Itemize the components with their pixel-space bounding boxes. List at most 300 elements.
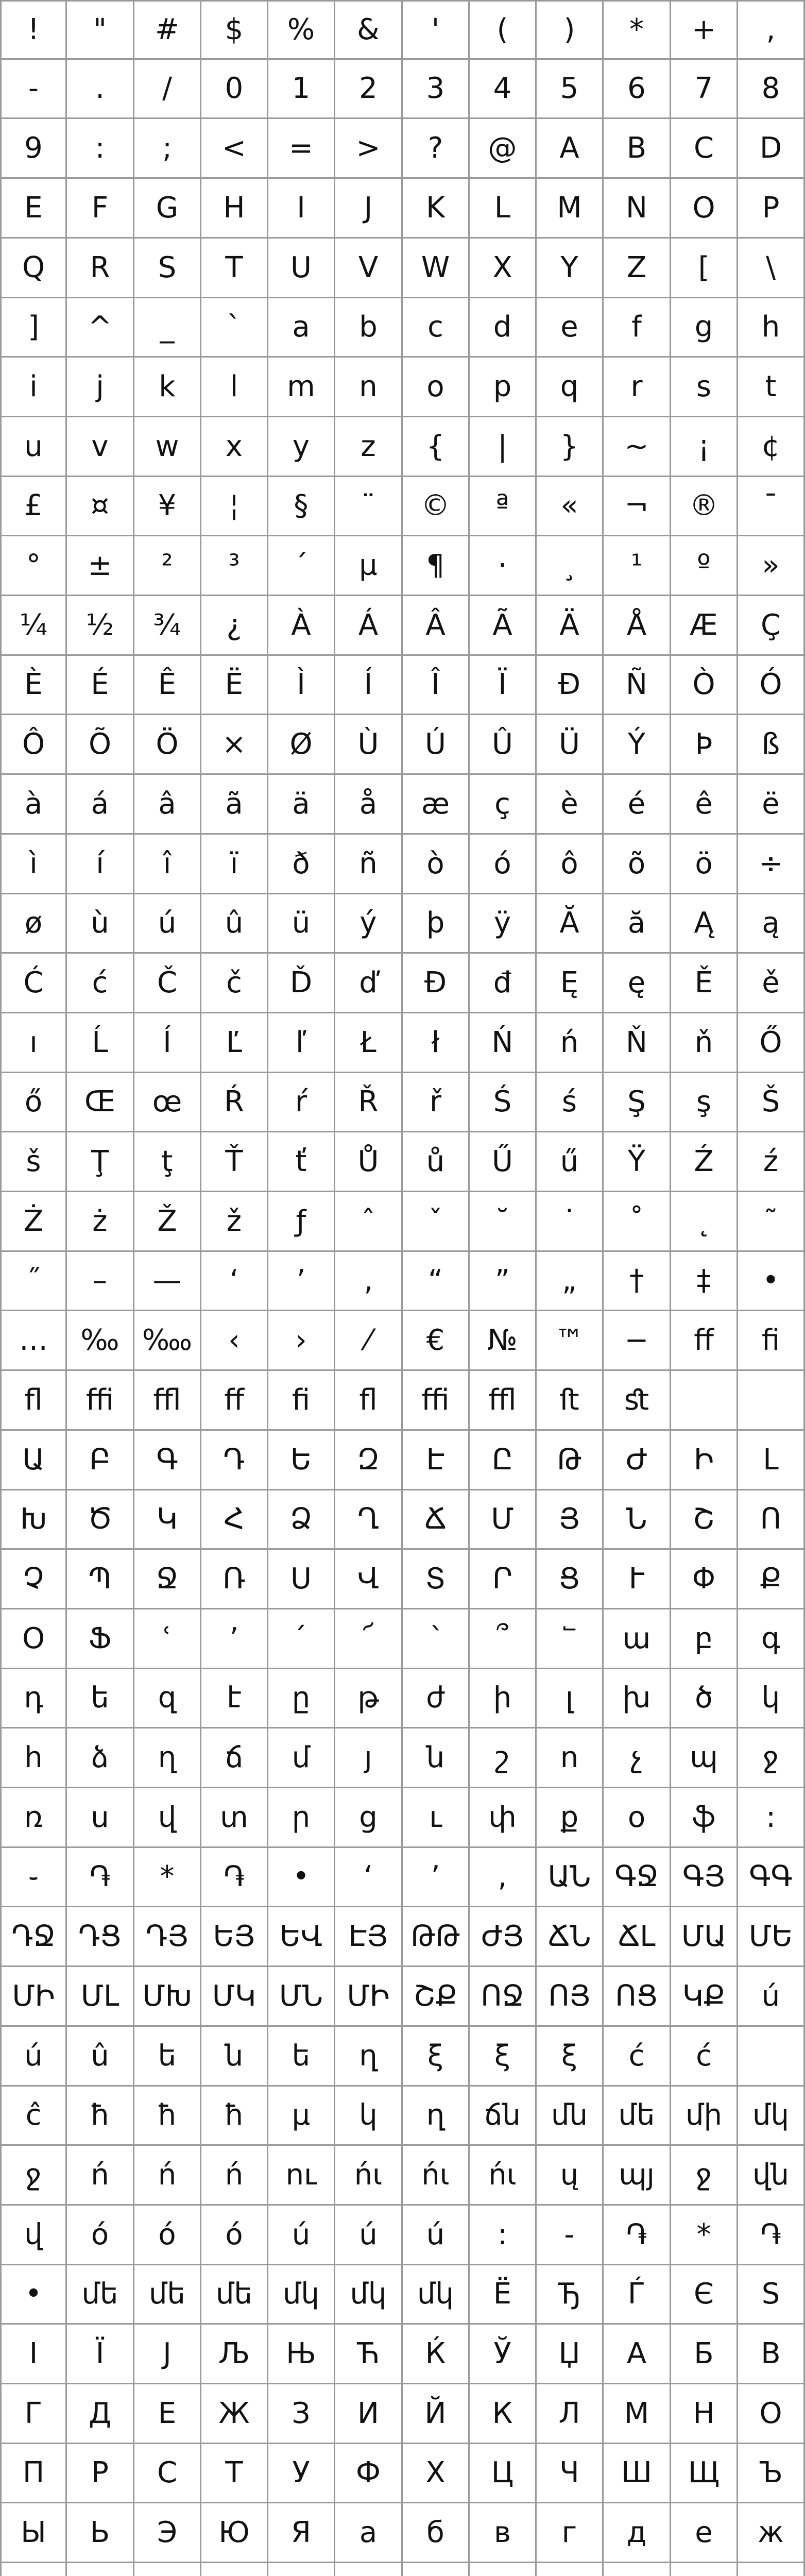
glyph-cell: ¾	[134, 596, 201, 656]
glyph-cell: ԷՅ	[335, 1907, 403, 1967]
glyph-cell: Վ	[335, 1550, 403, 1609]
glyph-cell: C	[671, 119, 738, 179]
glyph-cell: 0	[201, 60, 268, 119]
glyph-cell: Щ	[671, 2444, 738, 2503]
glyph-cell: Н	[671, 2384, 738, 2444]
glyph-cell: մկ	[403, 2265, 470, 2325]
glyph-cell: ՚	[201, 1609, 268, 1669]
glyph-cell: Ô	[0, 715, 67, 775]
glyph-cell: ﬆ	[604, 1371, 671, 1431]
glyph-cell: ՄԵ	[738, 1907, 805, 1967]
glyph-cell: ﬄ	[134, 1371, 201, 1431]
glyph-cell: գ	[738, 1609, 805, 1669]
glyph-cell: օ	[604, 1788, 671, 1848]
glyph-cell: ä	[268, 775, 335, 835]
glyph-cell	[470, 2563, 537, 2576]
glyph-cell: Ը	[470, 1431, 537, 1490]
glyph-cell: ś	[537, 1073, 604, 1132]
glyph-cell: Э	[134, 2503, 201, 2563]
glyph-cell: Ń	[470, 1013, 537, 1073]
glyph-cell: ½	[67, 596, 134, 656]
glyph-cell: Ћ	[335, 2325, 403, 2384]
glyph-cell: S	[738, 2265, 805, 2325]
glyph-cell: ¿	[201, 596, 268, 656]
glyph-cell: ξ	[403, 2027, 470, 2087]
glyph-cell: Ś	[470, 1073, 537, 1132]
glyph-cell: Ÿ	[604, 1132, 671, 1192]
glyph-cell: º	[671, 536, 738, 596]
glyph-cell: (	[470, 0, 537, 60]
glyph-cell: Ë	[201, 656, 268, 715]
glyph-cell: մկ	[738, 2087, 805, 2146]
glyph-cell: б	[403, 2503, 470, 2563]
glyph-cell: А	[604, 2325, 671, 2384]
glyph-cell: Ř	[335, 1073, 403, 1132]
glyph-cell: ԴՅ	[134, 1907, 201, 1967]
glyph-cell: Ե	[268, 1431, 335, 1490]
glyph-cell: ł	[403, 1013, 470, 1073]
glyph-cell: À	[268, 596, 335, 656]
glyph-cell: Ü	[537, 715, 604, 775]
glyph-cell: ՙ	[134, 1609, 201, 1669]
glyph-cell: ը	[268, 1669, 335, 1728]
glyph-cell: %	[268, 0, 335, 60]
glyph-cell: “	[403, 1252, 470, 1311]
glyph-cell: M	[537, 179, 604, 239]
glyph-cell: ²	[134, 536, 201, 596]
glyph-cell: å	[335, 775, 403, 835]
glyph-cell: ջ	[738, 1728, 805, 1788]
glyph-cell: Ø	[268, 715, 335, 775]
glyph-cell: կ	[335, 2087, 403, 2146]
glyph-cell: H	[201, 179, 268, 239]
glyph-cell: է	[201, 1669, 268, 1728]
glyph-cell: ő	[0, 1073, 67, 1132]
glyph-cell: 2	[335, 60, 403, 119]
glyph-cell: e	[537, 298, 604, 358]
glyph-cell: Լ	[738, 1431, 805, 1490]
glyph-cell: •	[268, 1848, 335, 1907]
glyph-cell: Ä	[537, 596, 604, 656]
glyph-cell: Ď	[268, 954, 335, 1013]
glyph-cell: ՞	[470, 1609, 537, 1669]
glyph-cell: đ	[470, 954, 537, 1013]
glyph-cell: X	[470, 239, 537, 298]
glyph-cell	[738, 2027, 805, 2087]
glyph-cell: $	[201, 0, 268, 60]
glyph-cell: …	[0, 1311, 67, 1371]
glyph-cell: ™	[537, 1311, 604, 1371]
glyph-cell: լ	[537, 1669, 604, 1728]
glyph-cell: Y	[537, 239, 604, 298]
glyph-cell: ó	[134, 2206, 201, 2265]
glyph-cell: ˛	[671, 1192, 738, 1252]
glyph-cell: մե	[604, 2087, 671, 2146]
glyph-cell: դ	[0, 1669, 67, 1728]
glyph-cell: `	[201, 298, 268, 358]
glyph-cell: ;	[134, 119, 201, 179]
glyph-cell	[67, 2563, 134, 2576]
glyph-cell: ź	[738, 1132, 805, 1192]
glyph-cell: ű	[537, 1132, 604, 1192]
glyph-cell: R	[67, 239, 134, 298]
glyph-cell: Џ	[537, 2325, 604, 2384]
glyph-cell: ’	[403, 1848, 470, 1907]
glyph-cell: Ռ	[201, 1550, 268, 1609]
glyph-cell	[335, 2563, 403, 2576]
glyph-cell: Ր	[470, 1550, 537, 1609]
glyph-cell: D	[738, 119, 805, 179]
glyph-cell: [	[671, 239, 738, 298]
glyph-cell: «	[537, 477, 604, 536]
glyph-cell: =	[268, 119, 335, 179]
glyph-cell: ժ	[403, 1669, 470, 1728]
glyph-cell: |	[470, 417, 537, 477]
glyph-cell: −	[604, 1311, 671, 1371]
glyph-cell: ս	[67, 1788, 134, 1848]
glyph-cell: վ	[134, 1788, 201, 1848]
glyph-cell: ξ	[537, 2027, 604, 2087]
glyph-cell: խ	[604, 1669, 671, 1728]
glyph-cell: ’	[268, 1252, 335, 1311]
glyph-cell: Ù	[335, 715, 403, 775]
glyph-cell: Ł	[335, 1013, 403, 1073]
glyph-cell: ‱	[134, 1311, 201, 1371]
glyph-cell: ‡	[671, 1252, 738, 1311]
glyph-cell: Л	[537, 2384, 604, 2444]
glyph-cell: i	[0, 358, 67, 417]
glyph-cell: թ	[335, 1669, 403, 1728]
glyph-cell: ³	[201, 536, 268, 596]
glyph-cell: Ո	[738, 1490, 805, 1550]
glyph-cell: Á	[335, 596, 403, 656]
glyph-cell: 8	[738, 60, 805, 119]
glyph-cell: š	[0, 1132, 67, 1192]
glyph-cell: :	[470, 2206, 537, 2265]
glyph-cell: Ճ	[403, 1490, 470, 1550]
glyph-cell: a	[268, 298, 335, 358]
glyph-cell: Đ	[403, 954, 470, 1013]
glyph-cell: ե	[67, 1669, 134, 1728]
glyph-cell: ð	[268, 835, 335, 894]
glyph-cell: V	[335, 239, 403, 298]
glyph-cell: ş	[671, 1073, 738, 1132]
glyph-cell: ă	[604, 894, 671, 954]
glyph-cell: Ծ	[67, 1490, 134, 1550]
glyph-cell: Ф	[335, 2444, 403, 2503]
glyph-cell: ńι	[335, 2146, 403, 2206]
glyph-cell: մն	[537, 2087, 604, 2146]
glyph-cell: Փ	[671, 1550, 738, 1609]
glyph-cell: ó	[470, 835, 537, 894]
glyph-cell: Ó	[738, 656, 805, 715]
glyph-cell: µ	[335, 536, 403, 596]
glyph-cell: k	[134, 358, 201, 417]
glyph-cell: ու	[268, 2146, 335, 2206]
glyph-cell: ¹	[604, 536, 671, 596]
glyph-cell: Å	[604, 596, 671, 656]
glyph-cell: Ĺ	[67, 1013, 134, 1073]
glyph-cell: ¥	[134, 477, 201, 536]
glyph-cell: И	[335, 2384, 403, 2444]
glyph-cell: ˆ	[335, 1192, 403, 1252]
glyph-cell: П	[0, 2444, 67, 2503]
glyph-cell: Ы	[0, 2503, 67, 2563]
glyph-cell: N	[604, 179, 671, 239]
glyph-cell: ą	[738, 894, 805, 954]
glyph-cell: ì	[0, 835, 67, 894]
glyph-cell: ՇՔ	[403, 1967, 470, 2027]
glyph-cell: Ű	[470, 1132, 537, 1192]
glyph-cell: ֏	[738, 2206, 805, 2265]
glyph-cell: Ц	[470, 2444, 537, 2503]
glyph-cell: ò	[403, 835, 470, 894]
glyph-cell: û	[201, 894, 268, 954]
glyph-cell: Г	[0, 2384, 67, 2444]
glyph-cell: ¬	[604, 477, 671, 536]
glyph-cell: J	[134, 2325, 201, 2384]
glyph-cell: Ã	[470, 596, 537, 656]
glyph-cell: ¢	[738, 417, 805, 477]
glyph-cell: z	[335, 417, 403, 477]
glyph-cell: Ê	[134, 656, 201, 715]
glyph-cell: .	[67, 60, 134, 119]
glyph-cell: Ն	[604, 1490, 671, 1550]
glyph-cell: Ա	[0, 1431, 67, 1490]
glyph-cell: :	[738, 1788, 805, 1848]
glyph-cell: ﬂ	[0, 1371, 67, 1431]
glyph-cell: Ŕ	[201, 1073, 268, 1132]
glyph-cell: p	[470, 358, 537, 417]
glyph-cell: á	[67, 775, 134, 835]
glyph-cell: е	[671, 2503, 738, 2563]
glyph-cell: ħ	[67, 2087, 134, 2146]
glyph-cell: w	[134, 417, 201, 477]
glyph-cell: Օ	[0, 1609, 67, 1669]
glyph-cell: 7	[671, 60, 738, 119]
glyph-cell: ť	[268, 1132, 335, 1192]
glyph-cell: ć	[604, 2027, 671, 2087]
glyph-cell: Տ	[403, 1550, 470, 1609]
glyph-cell: •	[738, 1252, 805, 1311]
glyph-cell: Դ	[201, 1431, 268, 1490]
glyph-cell: մ	[268, 1728, 335, 1788]
glyph-cell: ú	[738, 1967, 805, 2027]
glyph-cell: պ	[671, 1728, 738, 1788]
glyph-cell: ÿ	[470, 894, 537, 954]
glyph-cell: Ѓ	[604, 2265, 671, 2325]
glyph-cell: ţ	[134, 1132, 201, 1192]
glyph-cell	[738, 2563, 805, 2576]
glyph-cell: Д	[67, 2384, 134, 2444]
glyph-cell: ԴՋ	[0, 1907, 67, 1967]
glyph-cell: №	[470, 1311, 537, 1371]
glyph-cell: ˚	[604, 1192, 671, 1252]
glyph-cell: ż	[67, 1192, 134, 1252]
glyph-cell: ó	[201, 2206, 268, 2265]
glyph-cell: ղ	[403, 2087, 470, 2146]
glyph-cell: ›	[268, 1311, 335, 1371]
glyph-cell: ճն	[470, 2087, 537, 2146]
glyph-cell: Ք	[738, 1550, 805, 1609]
glyph-cell: տ	[201, 1788, 268, 1848]
glyph-cell: Ð	[537, 656, 604, 715]
glyph-cell: ħ	[201, 2087, 268, 2146]
glyph-cell: Ę	[537, 954, 604, 1013]
glyph-cell: É	[67, 656, 134, 715]
glyph-cell: F	[67, 179, 134, 239]
glyph-cell: ξ	[470, 2027, 537, 2087]
glyph-cell: ˜	[738, 1192, 805, 1252]
glyph-cell: @	[470, 119, 537, 179]
glyph-cell: ﬃ	[67, 1371, 134, 1431]
glyph-cell: Б	[671, 2325, 738, 2384]
glyph-cell: ﬄ	[470, 1371, 537, 1431]
glyph-cell: u	[0, 417, 67, 477]
glyph-cell: Њ	[268, 2325, 335, 2384]
glyph-cell: ń	[201, 2146, 268, 2206]
glyph-cell: Ö	[134, 715, 201, 775]
glyph-cell: ĉ	[0, 2087, 67, 2146]
glyph-cell: Й	[403, 2384, 470, 2444]
glyph-cell: ]	[0, 298, 67, 358]
glyph-cell: _	[134, 298, 201, 358]
glyph-cell: §	[268, 477, 335, 536]
glyph-cell: В	[738, 2325, 805, 2384]
glyph-cell: ԿՔ	[671, 1967, 738, 2027]
glyph-cell: Û	[470, 715, 537, 775]
glyph-cell: ԱՆ	[537, 1848, 604, 1907]
glyph-cell: *	[671, 2206, 738, 2265]
glyph-cell	[403, 2563, 470, 2576]
glyph-cell: ù	[67, 894, 134, 954]
glyph-cell: Ż	[0, 1192, 67, 1252]
glyph-cell: ¤	[67, 477, 134, 536]
glyph-cell: ա	[604, 1609, 671, 1669]
glyph-cell: К	[470, 2384, 537, 2444]
glyph-cell: Ї	[67, 2325, 134, 2384]
glyph-cell: ﬀ	[201, 1371, 268, 1431]
glyph-cell: Ò	[671, 656, 738, 715]
glyph-cell: չ	[604, 1728, 671, 1788]
glyph-cell: Ý	[604, 715, 671, 775]
glyph-cell: ԵՎ	[268, 1907, 335, 1967]
glyph-cell: Ս	[268, 1550, 335, 1609]
glyph-cell: Z	[604, 239, 671, 298]
glyph-cell: У	[268, 2444, 335, 2503]
glyph-cell: y	[268, 417, 335, 477]
glyph-cell: *	[604, 0, 671, 60]
glyph-cell: ó	[67, 2206, 134, 2265]
glyph-cell: ‘	[201, 1252, 268, 1311]
glyph-cell	[268, 2563, 335, 2576]
glyph-cell: ե	[268, 2027, 335, 2087]
glyph-cell: ԳՅ	[671, 1848, 738, 1907]
glyph-cell: ֏	[201, 1848, 268, 1907]
glyph-cell: Æ	[671, 596, 738, 656]
glyph-cell: ﬂ	[335, 1371, 403, 1431]
glyph-cell: Ő	[738, 1013, 805, 1073]
glyph-cell: Ů	[335, 1132, 403, 1192]
glyph-cell: Р	[67, 2444, 134, 2503]
glyph-cell: ﬀ	[671, 1311, 738, 1371]
glyph-cell: ě	[738, 954, 805, 1013]
glyph-cell: հ	[0, 1728, 67, 1788]
glyph-cell: Î	[403, 656, 470, 715]
glyph-cell: Ь	[67, 2503, 134, 2563]
glyph-cell: ,	[470, 1848, 537, 1907]
glyph-cell: K	[403, 179, 470, 239]
glyph-cell: €	[403, 1311, 470, 1371]
glyph-cell: Ъ	[738, 2444, 805, 2503]
glyph-cell	[738, 1371, 805, 1431]
glyph-cell	[671, 2563, 738, 2576]
glyph-cell	[537, 2563, 604, 2576]
glyph-cell: վն	[738, 2146, 805, 2206]
glyph-cell: Љ	[201, 2325, 268, 2384]
glyph-cell: ·	[470, 536, 537, 596]
glyph-cell: þ	[403, 894, 470, 954]
glyph-cell: č	[201, 954, 268, 1013]
glyph-cell: ©	[403, 477, 470, 536]
glyph-cell: â	[134, 775, 201, 835]
glyph-cell: d	[470, 298, 537, 358]
glyph-cell: յ	[335, 1728, 403, 1788]
glyph-cell: o	[403, 358, 470, 417]
glyph-cell: /	[134, 60, 201, 119]
glyph-cell: Ֆ	[67, 1609, 134, 1669]
glyph-cell: b	[335, 298, 403, 358]
glyph-cell: G	[134, 179, 201, 239]
glyph-cell: g	[671, 298, 738, 358]
glyph-cell: շ	[470, 1728, 537, 1788]
glyph-cell: Ž	[134, 1192, 201, 1252]
glyph-cell: ®	[671, 477, 738, 536]
glyph-cell: ե	[134, 2027, 201, 2087]
glyph-cell: ՜	[335, 1609, 403, 1669]
glyph-cell: Ж	[201, 2384, 268, 2444]
glyph-cell: ¯	[738, 477, 805, 536]
glyph-cell: ľ	[268, 1013, 335, 1073]
glyph-cell: O	[671, 179, 738, 239]
glyph-cell: 1	[268, 60, 335, 119]
glyph-cell: Ի	[671, 1431, 738, 1490]
glyph-cell: »	[738, 536, 805, 596]
glyph-cell: Զ	[335, 1431, 403, 1490]
glyph-cell: ÷	[738, 835, 805, 894]
glyph-cell: &	[335, 0, 403, 60]
glyph-cell: ß	[738, 715, 805, 775]
glyph-cell: J	[335, 179, 403, 239]
glyph-cell: ¨	[335, 477, 403, 536]
glyph-cell: ղ	[134, 1728, 201, 1788]
glyph-cell: s	[671, 358, 738, 417]
glyph-cell: ć	[67, 954, 134, 1013]
glyph-cell: q	[537, 358, 604, 417]
glyph-cell: à	[0, 775, 67, 835]
glyph-cell: ﬅ	[537, 1371, 604, 1431]
glyph-cell: ų	[537, 2146, 604, 2206]
glyph-cell: ˝	[0, 1252, 67, 1311]
glyph-cell: ˙	[537, 1192, 604, 1252]
glyph-cell: ¦	[201, 477, 268, 536]
glyph-cell: è	[537, 775, 604, 835]
glyph-cell: ՛	[268, 1609, 335, 1669]
glyph-cell: ‘	[335, 1848, 403, 1907]
glyph-cell: ň	[671, 1013, 738, 1073]
glyph-cell	[671, 1371, 738, 1431]
glyph-cell: >	[335, 119, 403, 179]
